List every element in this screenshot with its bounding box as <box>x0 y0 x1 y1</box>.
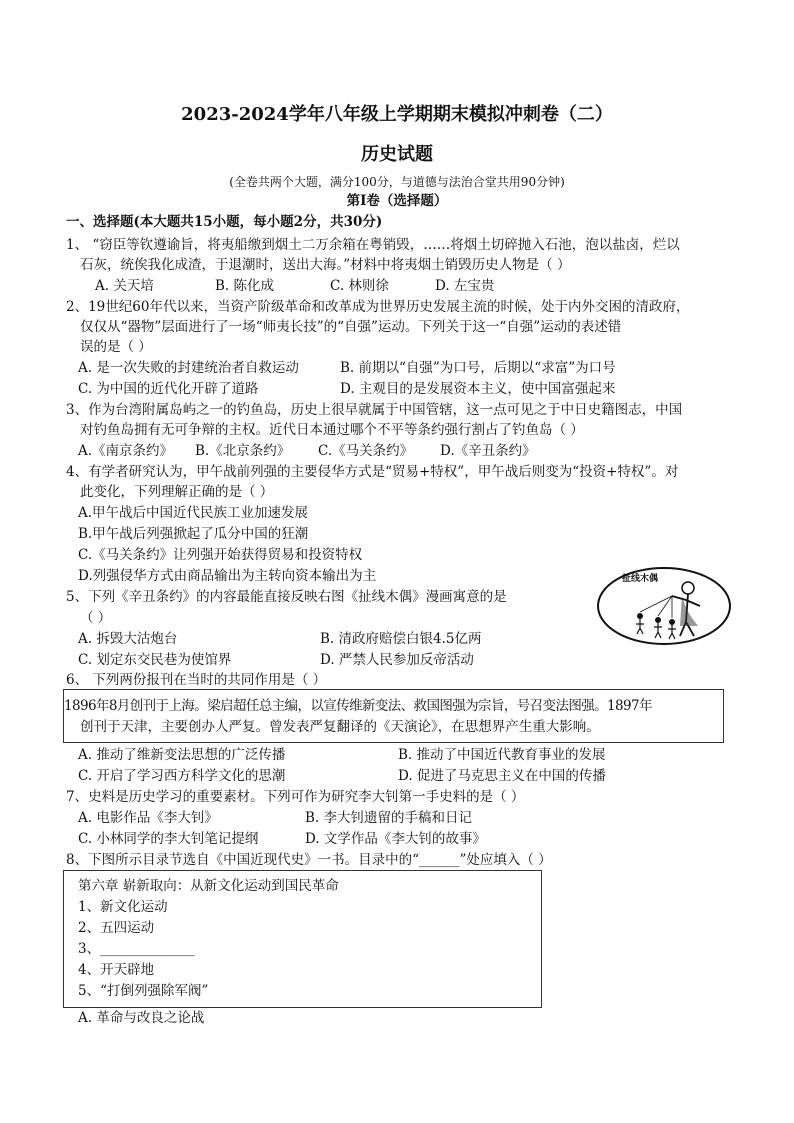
question-text: 7、史料是历史学习的重要素材。下列可作为研究李大钊第一手史料的是（ ） <box>66 789 525 805</box>
option-c[interactable]: C. 开启了学习西方科学文化的思潮 <box>78 768 286 784</box>
question-text: 8、下图所示目录节选自《中国近现代史》一书。目录中的“______”处应填入（ ） <box>66 852 552 868</box>
option-d[interactable]: D.列强侵华方式由商品输出为主转向资本输出为主 <box>78 568 377 584</box>
question-text: 2、19世纪60年代以来，当资产阶级革命和改革成为世界历史发展主流的时候，处于内外交困的清政府， <box>66 299 690 315</box>
option-b[interactable]: B.《北京条约》 <box>195 443 291 459</box>
material-text: 1896年8月创刊于上海。梁启超任总主编，以宣传维新变法、救国图强为宗旨，号召变法图强。1897年 <box>64 698 652 714</box>
option-c[interactable]: C. 为中国的近代化开辟了道路 <box>78 381 259 397</box>
question-text: 对钓鱼岛拥有无可争辩的主权。近代日本通过哪个不平等条约强行割占了钓鱼岛（ ） <box>80 422 584 438</box>
toc-item: 5、“打倒列强除军阀” <box>78 983 209 999</box>
option-a[interactable]: A.《南京条约》 <box>78 443 174 459</box>
option-a[interactable]: A. 革命与改良之论战 <box>78 1010 205 1026</box>
question-text: 5、下列《辛丑条约》的内容最能直接反映右图《扯线木偶》漫画寓意的是 <box>66 589 507 605</box>
option-d[interactable]: D.《辛丑条约》 <box>440 443 536 459</box>
question-text: 6、 下列两份报刊在当时的共同作用是（ ） <box>66 672 327 688</box>
question-text: 仅仅从“器物”层面进行了一场“师夷长技”的“自强”运动。下列关于这一“自强”运动的表述错 <box>80 319 622 335</box>
option-a[interactable]: A. 是一次失败的封建统治者自救运动 <box>78 360 299 376</box>
option-d[interactable]: D. 严禁人民参加反帝活动 <box>320 652 474 668</box>
question-text: 4、有学者研究认为，甲午战前列强的主要侵华方式是“贸易+特权”，甲午战后则变为“投资+特权”。对 <box>66 464 679 480</box>
question-text: 1、 “窃臣等钦遵谕旨，将夷船缴到烟土二万余箱在粤销毁，……将烟土切碎抛入石池，泡以盐卤，烂以 <box>66 237 680 253</box>
option-b[interactable]: B. 前期以“自强”为口号，后期以“求富”为口号 <box>340 360 616 376</box>
question-text: 误的是（ ） <box>80 339 152 355</box>
toc-item: 4、开天辟地 <box>78 962 155 978</box>
option-d[interactable]: D. 左宝贵 <box>435 278 495 294</box>
option-b[interactable]: B. 推动了中国近代教育事业的发展 <box>398 747 606 763</box>
option-d[interactable]: D. 主观目的是发展资本主义，使中国富强起来 <box>340 381 616 397</box>
option-c[interactable]: C. 划定东交民巷为使馆界 <box>78 652 232 668</box>
material-text: 创刊于天津，主要创办人严复。曾发表严复翻译的《天演论》，在思想界产生重大影响。 <box>80 719 600 735</box>
toc-item: 3、______________ <box>78 941 195 957</box>
toc-item: 2、五四运动 <box>78 920 155 936</box>
option-c[interactable]: C.《马关条约》 <box>318 443 414 459</box>
option-c[interactable]: C. 林则徐 <box>330 278 389 294</box>
option-b[interactable]: B. 清政府赔偿白银4.5亿两 <box>320 631 482 647</box>
option-a[interactable]: A. 推动了维新变法思想的广泛传播 <box>78 747 286 763</box>
option-a[interactable]: A. 电影作品《李大钊》 <box>78 810 218 826</box>
cartoon-caption: 扯线木偶 <box>622 574 659 584</box>
toc-chapter: 第六章 崭新取向：从新文化运动到国民革命 <box>78 878 339 894</box>
option-c[interactable]: C. 小林同学的李大钊笔记提纲 <box>78 831 259 847</box>
puppet-cartoon-image <box>596 566 732 646</box>
option-b[interactable]: B. 陈化成 <box>215 278 275 294</box>
part-heading: 第Ⅰ卷（选择题） <box>346 193 448 209</box>
exam-note: (全卷共两个大题，满分100分，与道德与法治合堂共用90分钟) <box>229 175 565 189</box>
question-text: 石灰，统俟我化成渣，于退潮时，送出大海。”材料中将夷烟土销毁历史人物是（ ） <box>80 257 571 273</box>
toc-item: 1、新文化运动 <box>78 899 168 915</box>
section-heading: 一、选择题(本大题共15小题，每小题2分，共30分) <box>66 214 383 230</box>
question-text: 此变化，下列理解正确的是（ ） <box>80 484 274 500</box>
option-d[interactable]: D. 文学作品《李大钊的故事》 <box>305 831 486 847</box>
option-a[interactable]: A.甲午战后中国近代民族工业加速发展 <box>78 505 309 521</box>
exam-title: 2023-2024学年八年级上学期期末模拟冲刺卷（二） <box>181 104 613 125</box>
option-b[interactable]: B.甲午战后列强掀起了瓜分中国的狂潮 <box>78 526 309 542</box>
option-d[interactable]: D. 促进了马克思主义在中国的传播 <box>398 768 606 784</box>
question-text: 3、作为台湾附属岛屿之一的钓鱼岛，历史上很早就属于中国管辖，这一点可见之于中日史籍图志，中国 <box>66 402 683 418</box>
subject-title: 历史试题 <box>361 144 433 165</box>
option-a[interactable]: A. 拆毁大沽炮台 <box>78 631 178 647</box>
option-a[interactable]: A. 关天培 <box>95 278 154 294</box>
option-b[interactable]: B. 李大钊遗留的手稿和日记 <box>305 810 473 826</box>
question-text: （ ） <box>80 610 112 626</box>
option-c[interactable]: C.《马关条约》让列强开始获得贸易和投资特权 <box>78 547 363 563</box>
